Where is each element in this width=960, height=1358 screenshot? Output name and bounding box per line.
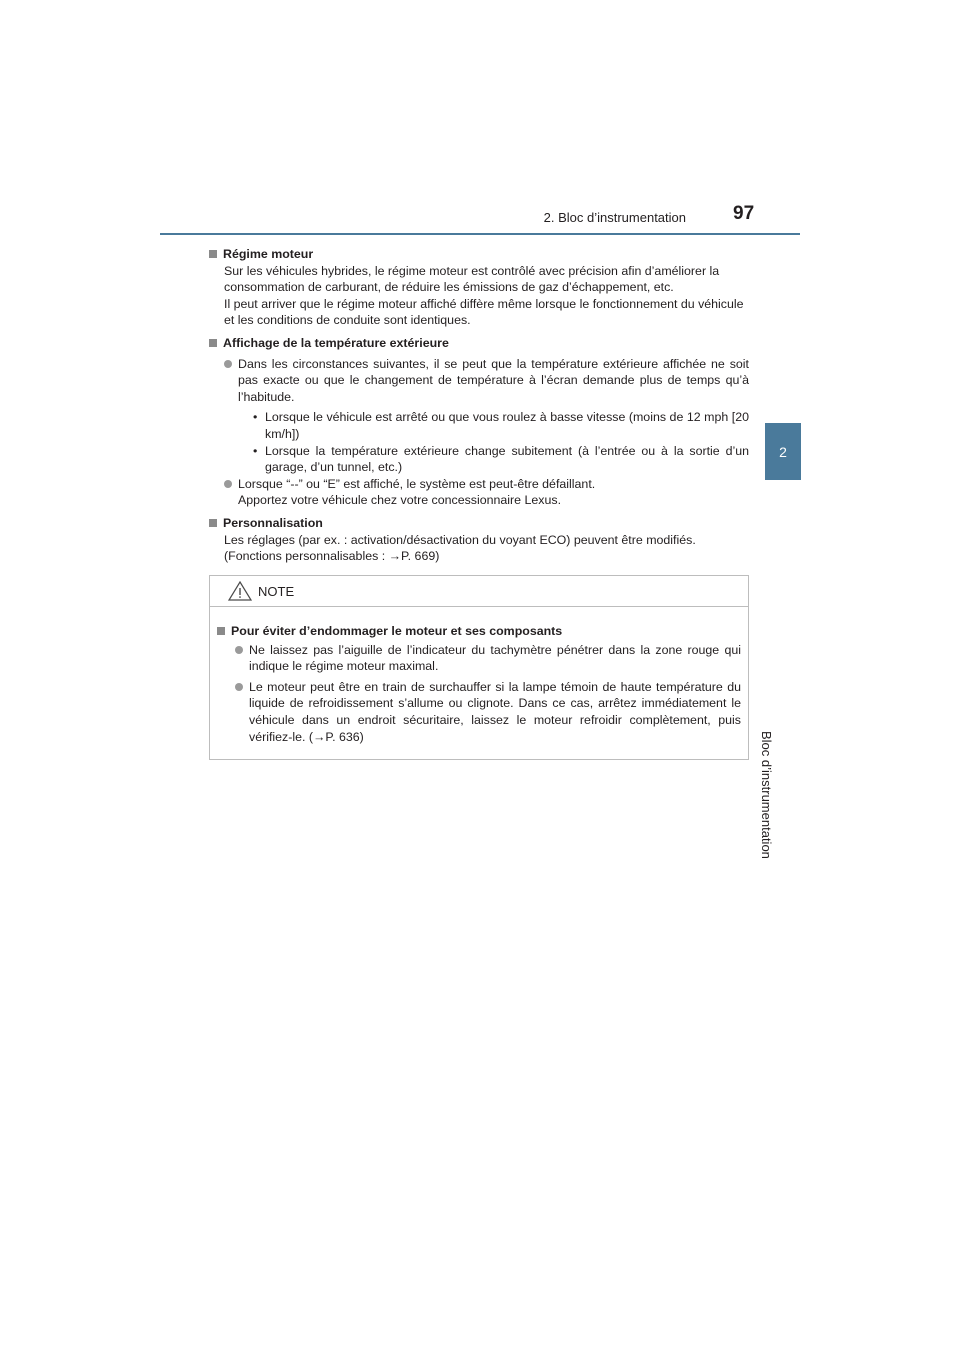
- paragraph: Les réglages (par ex. : activation/désactivation du voyant ECO) peuvent être modifiés.: [224, 532, 696, 547]
- sub-list-item-text: Lorsque le véhicule est arrêté ou que vous roulez à basse vitesse (moins de 12 mph [20 km/h]): [265, 410, 749, 441]
- list-item-text: Apportez votre véhicule chez votre concessionnaire Lexus.: [238, 493, 562, 508]
- notice-header: [210, 576, 748, 607]
- notice-box: [209, 575, 749, 760]
- header-rule: [160, 233, 800, 235]
- list-item: [209, 356, 749, 406]
- paragraph: Sur les véhicules hybrides, le régime moteur est contrôlé avec précision afin d’améliorer la consommation de carburant, de réduire les émissions de gaz d’échappement, etc.: [224, 263, 720, 295]
- notice-label: NOTE: [258, 583, 295, 599]
- notice-heading-text: Pour éviter d’endommager le moteur et ses composants: [231, 624, 563, 638]
- list-item: [217, 679, 741, 745]
- circle-bullet-icon: [235, 683, 243, 691]
- section-heading-engine-speed: [209, 246, 749, 263]
- square-bullet-icon: [209, 519, 217, 527]
- side-tab-number: 2: [765, 423, 801, 480]
- section-heading-outside-temp: [209, 335, 749, 352]
- page-number: 97: [733, 203, 755, 224]
- paragraph: (Fonctions personnalisables : →P. 669): [224, 549, 440, 564]
- section-heading-customization: [209, 515, 749, 532]
- sub-bullet-marker: •: [253, 410, 258, 425]
- list-item: [209, 476, 749, 509]
- circle-bullet-icon: [224, 360, 232, 368]
- section-heading-text: Régime moteur: [223, 247, 314, 261]
- circle-bullet-icon: [224, 480, 232, 488]
- sub-list-item: [209, 409, 749, 442]
- square-bullet-icon: [209, 250, 217, 258]
- notice-heading: [217, 623, 741, 640]
- header-section-title: 2. Bloc d’instrumentation: [543, 210, 686, 225]
- sub-list-item: [209, 443, 749, 476]
- side-tab: [759, 236, 801, 859]
- square-bullet-icon: [217, 627, 225, 635]
- sub-list-item-text: Lorsque la température extérieure change subitement (à l’entrée ou à la sortie d’un garage, d’un tunnel, etc.): [265, 443, 749, 475]
- paragraph: Il peut arriver que le régime moteur affiché diffère même lorsque le fonctionnement du véhicule et les conditions de conduite sont identiques.: [224, 296, 744, 328]
- section-heading-text: Affichage de la température extérieure: [223, 335, 449, 350]
- list-item-text: Ne laissez pas l’aiguille de l’indicateur du tachymètre pénétrer dans la zone rouge qui indique le régime moteur maximal.: [249, 642, 741, 674]
- page-content: [209, 244, 749, 565]
- sub-bullet-marker: •: [253, 443, 258, 458]
- notice-body: [210, 607, 748, 745]
- list-item-text: Dans les circonstances suivantes, il se peut que la température extérieure affichée ne soit pas exacte ou que le changement de température à l’écran demande plus de temps qu’à l’habitude.: [238, 356, 749, 404]
- square-bullet-icon: [209, 339, 217, 347]
- section-heading-text: Personnalisation: [223, 515, 323, 530]
- list-item-text: Lorsque “--” ou “E” est affiché, le système est peut-être défaillant.: [238, 476, 596, 491]
- list-item-text: Le moteur peut être en train de surchauffer si la lampe témoin de haute température du liquide de refroidissement s’allume ou clignote. Dans ce cas, arrêtez immédiatement le véhicule dans un endroit sécuritaire, laissez le moteur refroidir complètement, puis vérifiez-le. (→P. 636): [249, 679, 741, 744]
- side-tab-label: Bloc d’instrumentation: [759, 731, 774, 859]
- circle-bullet-icon: [235, 646, 243, 654]
- list-item: [217, 642, 741, 675]
- warning-triangle-icon: [228, 581, 252, 601]
